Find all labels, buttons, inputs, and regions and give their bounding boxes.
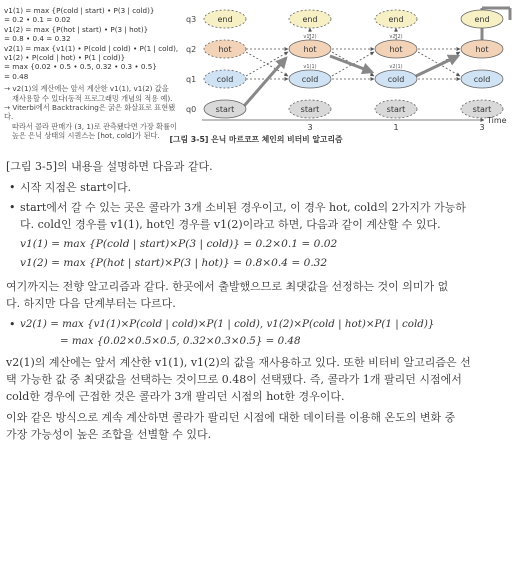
paragraph-line: 다. 하지만 다음 단계부터는 다르다. [6,297,176,310]
equation-line: v1(2) = max {P(hot | start) • P(3 | hot)} [4,24,149,34]
equation-line: = max {0.02 • 0.5 • 0.5, 0.32 • 0.3 • 0.5} [4,62,157,72]
formula-line: = max {0.02×0.5×0.5, 0.32×0.3×0.5} = 0.48 [60,335,301,347]
row-label: q0 [186,105,197,114]
node-label: end [388,15,404,24]
node-label: end [302,15,318,24]
time-label: Time [487,116,507,125]
note-line: 높은 은닉 상태의 시퀀스는 [hot, cold]가 된다. [12,131,160,141]
node-label: hot [389,45,403,54]
intro-paragraph: [그림 3-5]의 내용을 설명하면 다음과 같다. [6,160,213,173]
row-label: q2 [186,45,197,54]
figure [0,0,512,144]
figure-note: → Viterbi에서 Backtracking은 굵은 화살표로 표현됐다. [4,103,176,122]
note-line: 재사용할 수 있다(동적 프로그래밍 개념의 적용 예). [12,93,173,103]
node-label: cold [387,75,405,84]
bullet-line: 다. cold인 경우를 v1(1), hot인 경우를 v1(2)이라고 하면, 다음과 같이 계산할 수 있다. [20,218,441,231]
paragraph-line: 가장 가능성이 높은 조합을 선별할 수 있다. [6,428,212,441]
bullet-line: start에서 갈 수 있는 곳은 콜라가 3개 소비된 경우이고, 이 경우 hot, cold의 2가지가 가능하 [20,201,466,214]
node-label: end [474,15,490,24]
equation-line: v2(1) = max {v1(1) • P(cold | cold) • P(1 | cold), [4,43,179,53]
trellis-diagram [182,0,512,132]
node-label: cold [216,75,234,84]
node-label: hot [218,45,232,54]
node-label: cold [301,75,319,84]
node-label: start [215,105,235,114]
note-line: v2(1)의 계산에는 앞서 계산한 v1(1), v1(2) 값을 [12,84,169,94]
bullet-item: • 시작 지점은 start이다. [6,179,506,196]
observation-label: 3 [479,123,485,132]
observation-label: 3 [307,123,313,132]
node-label: start [472,105,492,114]
node-label: start [386,105,406,114]
formula-block [6,236,506,272]
equation-line: = 0.2 • 0.1 = 0.02 [4,15,71,25]
figure-note: → v2(1)의 계산에는 앞서 계산한 v1(1), v1(2) 값을 [4,84,169,94]
node-label: hot [303,45,317,54]
node-label: start [300,105,320,114]
row-label: q3 [186,15,197,24]
value-label: v1(1) [303,64,317,70]
node-label: cold [473,75,491,84]
note-line: Viterbi에서 Backtracking은 굵은 화살표로 표현됐다. [4,103,176,122]
equation-line: v1(2) • P(cold | hot) • P(1 | cold)} [4,53,126,63]
node-label: hot [475,45,489,54]
equation-line: = 0.8 • 0.4 = 0.32 [4,34,71,44]
paragraph-line: 택 가능한 값 중 최댓값을 선택하는 것이므로 0.48이 선택됐다. 즉, 콜라가 1개 팔리던 시점에서 [6,373,462,386]
paragraph [6,354,506,405]
paragraph-line: 여기까지는 전향 알고리즘과 같다. 한곳에서 출발했으므로 최댓값을 선정하는 것이 의미가 없 [6,280,449,293]
value-label: v2(1) [389,64,403,70]
node-label: end [217,15,233,24]
paragraph-line: v2(1)의 계산에는 앞서 계산한 v1(1), v1(2)의 값을 재사용하고 있다. 또한 비터비 알고리즘은 선 [6,356,471,369]
equation-line: = 0.48 [4,71,29,81]
formula-line: v1(1) = max {P(cold | start)×P(3 | cold)} = 0.2×0.1 = 0.02 [20,238,338,250]
figure-caption: [그림 3-5] 은닉 마르코프 체인의 비터비 알고리즘 [169,135,343,144]
bullet-item [6,316,506,350]
paragraph-line: 이와 같은 방식으로 계속 계산하면 콜라가 팔리던 시점에 대한 데이터를 이용해 온도의 변화 중 [6,411,456,424]
row-label: q1 [186,75,197,84]
paragraph [6,278,506,312]
equation-line: v1(1) = max {P(cold | start) • P(3 | cold)} [4,6,155,15]
paragraph [6,409,506,443]
value-label: v2(2) [389,34,403,40]
figure-equations [4,6,182,141]
bullet-item [6,199,506,233]
note-line: 따라서 콜라 판매가 (3, 1)로 관측됐다면 가장 확률이 [12,121,177,131]
value-label: v1(2) [303,34,317,40]
formula-line: v1(2) = max {P(hot | start)×P(3 | hot)} = 0.8×0.4 = 0.32 [20,257,328,269]
paragraph-line: cold한 경우에 근접한 것은 콜라가 3개 팔리던 시점의 hot한 경우이다. [6,390,345,403]
observation-label: 1 [393,123,399,132]
body-text [6,158,506,447]
formula-line: • v2(1) = max {v1(1)×P(cold | cold)×P(1 | cold), v1(2)×P(cold | hot)×P(1 | cold)} [20,318,435,330]
